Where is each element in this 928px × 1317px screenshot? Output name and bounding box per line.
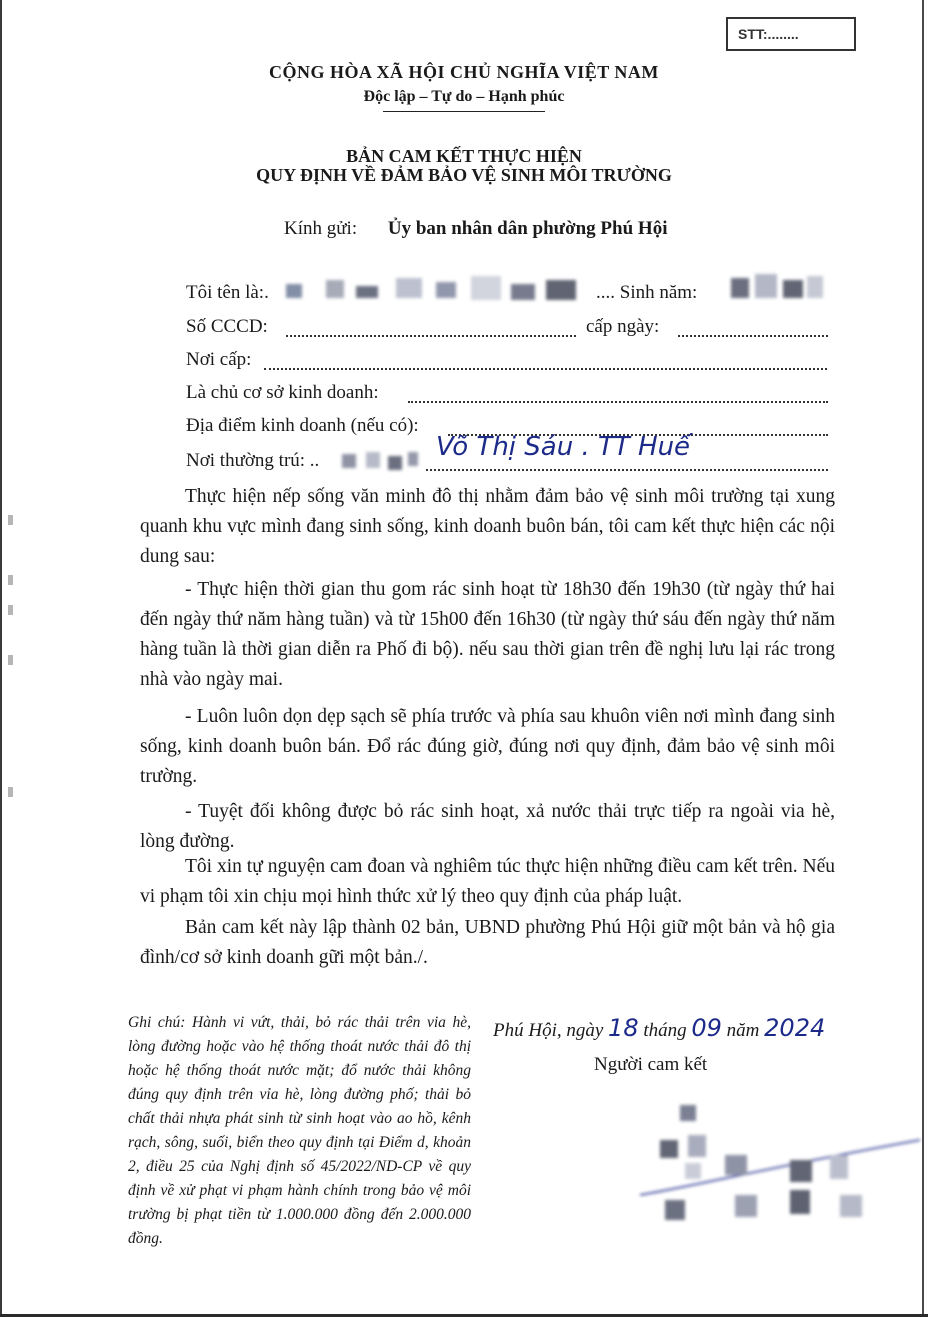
issue-date-label: cấp ngày:: [586, 316, 660, 337]
redacted-birth-year: [731, 274, 826, 300]
motto: Độc lập – Tự do – Hạnh phúc: [363, 88, 565, 105]
stt-box: STT:........: [726, 17, 856, 51]
id-label: Số CCCD:: [186, 316, 268, 337]
margin-mark: [8, 605, 13, 615]
motto-underline: [383, 111, 545, 112]
nation-header: CỘNG HÒA XÃ HỘI CHỦ NGHĨA VIỆT NAM: [269, 62, 659, 82]
scan-edge-left: [0, 0, 2, 1317]
item-2: [140, 702, 835, 792]
document-title-line2: QUY ĐỊNH VỀ ĐẢM BẢO VỆ SINH MÔI TRƯỜNG: [256, 165, 672, 185]
redacted-house-number: [342, 450, 422, 472]
day-handwritten: 18: [608, 1014, 639, 1042]
recipient-label: Kính gửi:: [284, 218, 358, 239]
name-label: Tôi tên là:.: [186, 282, 269, 303]
margin-mark: [8, 575, 13, 585]
issue-place-label: Nơi cấp:: [186, 349, 252, 370]
scan-edge-right: [922, 0, 924, 1317]
recipient-value: Ủy ban nhân dân phường Phú Hội: [387, 218, 668, 239]
copies-paragraph: [140, 913, 835, 973]
place-date-line: [493, 1014, 825, 1042]
id-dotted-line: [286, 335, 576, 337]
item-1-text: - Thực hiện thời gian thu gom rác sinh hoạt từ 18h30 đến 19h30 (từ ngày thứ hai đến ngày thứ năm hàng tuần) và từ 15h00 đến 16h30 (từ ngày thứ sáu đến ngày thứ năm hàng tuần là thời gian diễn ra Phố đi bộ). nếu sau thời gian trên đề nghị lưu lại rác trong nhà vào ngày mai.: [140, 579, 835, 690]
issue-date-dotted-line: [678, 335, 828, 337]
business-address-label: Địa điểm kinh doanh (nếu có):: [186, 415, 419, 436]
item-2-text: - Luôn luôn dọn dẹp sạch sẽ phía trước và phía sau khuôn viên nơi mình đang sinh sống, kinh doanh buôn bán. Đổ rác đúng giờ, đúng nơi quy định, đảm bảo vệ sinh môi trường.: [140, 706, 835, 787]
item-1: [140, 575, 835, 695]
residence-handwritten: Võ Thị Sáu . TT Huế: [436, 432, 691, 462]
owner-dotted-line: [408, 401, 828, 403]
pledge-paragraph: [140, 852, 835, 912]
month-label: tháng: [643, 1020, 687, 1041]
redacted-signature: [640, 1095, 920, 1235]
owner-label: Là chủ cơ sở kinh doanh:: [186, 382, 379, 403]
issue-place-dotted-line: [264, 368, 827, 370]
document-title-line1: BẢN CAM KẾT THỰC HIỆN: [346, 146, 582, 166]
residence-row: [186, 432, 831, 478]
signer-label: Người cam kết: [594, 1054, 708, 1075]
redacted-name: [286, 276, 596, 302]
pledge-text: Tôi xin tự nguyện cam đoan và nghiêm túc thực hiện những điều cam kết trên. Nếu vi phạm tôi xin chịu mọi hình thức xử lý theo quy định của pháp luật.: [140, 856, 835, 907]
item-3: [140, 797, 835, 857]
margin-mark: [8, 515, 13, 525]
intro-paragraph: [140, 482, 835, 572]
owner-row: [186, 382, 831, 410]
residence-dotted-line: [426, 469, 828, 471]
margin-mark: [8, 655, 13, 665]
year-handwritten: 2024: [764, 1014, 826, 1042]
name-row: [186, 282, 831, 310]
legal-note: Ghi chú: Hành vi vứt, thải, bỏ rác thải trên via hè, lòng đường hoặc vào hệ thống thoát nước thải đô thị hoặc hệ thống thoát nước mặt; đổ nước thải không đúng quy định trên vỉa hè, lòng đường phố; thải bỏ chất thải nhựa phát sinh từ sinh hoạt vào ao hồ, kênh rạch, sông, suối, biển theo quy định tại Điểm d, khoản 2, điều 25 của Nghị định số 45/2022/ND-CP về quy định về xử phạt vi phạm hành chính trong bảo vệ môi trường bị phạt tiền từ 1.000.000 đồng đến 2.000.000 đồng.: [128, 1014, 471, 1247]
month-handwritten: 09: [691, 1014, 722, 1042]
place-prefix: Phú Hội, ngày: [493, 1020, 604, 1041]
birth-year-label: .... Sinh năm:: [596, 282, 698, 303]
issue-place-row: [186, 349, 831, 377]
id-row: [186, 316, 831, 344]
item-3-text: - Tuyệt đối không được bỏ rác sinh hoạt, xả nước thải trực tiếp ra ngoài via hè, lòng đường.: [140, 801, 835, 852]
copies-text: Bản cam kết này lập thành 02 bản, UBND phường Phú Hội giữ một bản và hộ gia đình/cơ sở kinh doanh gữi một bản./.: [140, 917, 835, 968]
residence-label: Nơi thường trú: ..: [186, 450, 320, 471]
margin-mark: [8, 787, 13, 797]
intro-text: Thực hiện nếp sống văn minh đô thị nhằm đảm bảo vệ sinh môi trường tại xung quanh khu vực mình đang sinh sống, kinh doanh buôn bán, tôi cam kết thực hiện các nội dung sau:: [140, 486, 835, 567]
year-label: năm: [726, 1020, 760, 1041]
recipient-line: [284, 218, 667, 240]
